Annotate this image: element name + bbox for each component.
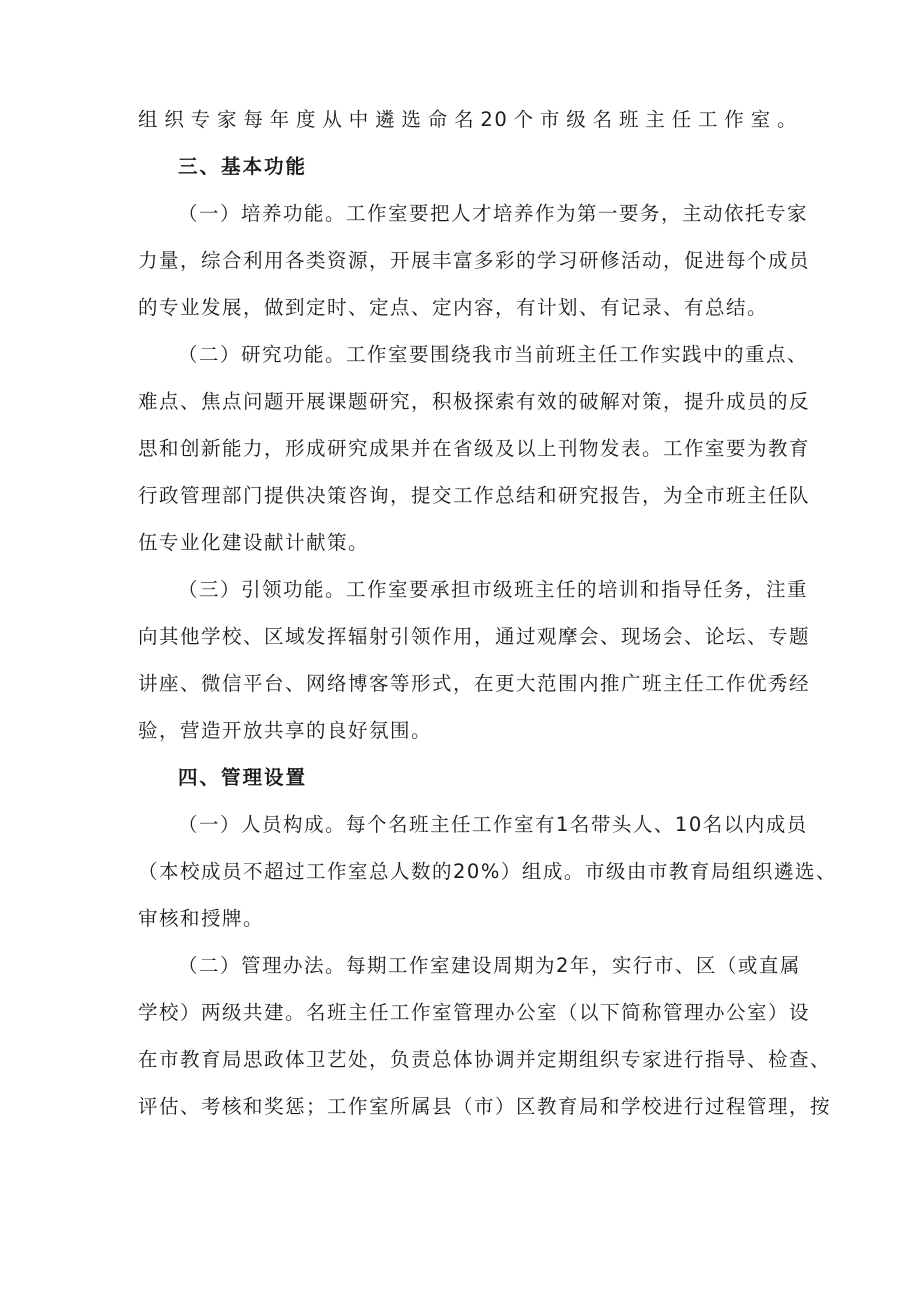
text-line: （本校成员不超过工作室总人数的20%）组成。市级由市教育局组织遴选、 bbox=[138, 860, 837, 883]
section-heading: 四、管理设置 bbox=[178, 766, 308, 789]
text-line: 在市教育局思政体卫艺处，负责总体协调并定期组织专家进行指导、检查、 bbox=[138, 1048, 832, 1071]
document-body bbox=[138, 96, 837, 1130]
text-line: 的专业发展，做到定时、定点、定内容，有计划、有记录、有总结。 bbox=[138, 296, 769, 319]
text-line: 讲座、微信平台、网络博客等形式，在更大范围内推广班主任工作优秀经 bbox=[138, 672, 811, 695]
text-line: 难点、焦点问题开展课题研究，积极探索有效的破解对策，提升成员的反 bbox=[138, 390, 811, 413]
text-line: （三）引领功能。工作室要承担市级班主任的培训和指导任务，注重 bbox=[178, 578, 809, 601]
text-line: （二）管理办法。每期工作室建设周期为2年，实行市、区（或直属 bbox=[178, 954, 801, 977]
text-line: 行政管理部门提供决策咨询，提交工作总结和研究报告，为全市班主任队 bbox=[138, 484, 811, 507]
text-line: 向其他学校、区域发挥辐射引领作用，通过观摩会、现场会、论坛、专题 bbox=[138, 625, 811, 648]
text-line: 组织专家每年度从中遴选命名20个市级名班主任工作室。 bbox=[138, 108, 798, 131]
text-line: 学校）两级共建。名班主任工作室管理办公室（以下简称管理办公室）设 bbox=[138, 1001, 811, 1024]
text-line: 审核和授牌。 bbox=[138, 907, 265, 930]
text-line: （一）培养功能。工作室要把人才培养作为第一要务，主动依托专家 bbox=[178, 202, 809, 225]
section-heading: 三、基本功能 bbox=[178, 155, 308, 178]
text-line: 思和创新能力，形成研究成果并在省级及以上刊物发表。工作室要为教育 bbox=[138, 437, 811, 460]
text-line: （一）人员构成。每个名班主任工作室有1名带头人、10名以内成员 bbox=[178, 813, 808, 836]
text-line: （二）研究功能。工作室要围绕我市当前班主任工作实践中的重点、 bbox=[178, 343, 809, 366]
text-line: 评估、考核和奖惩；工作室所属县（市）区教育局和学校进行过程管理，按 bbox=[138, 1095, 832, 1118]
text-line: 力量，综合利用各类资源，开展丰富多彩的学习研修活动，促进每个成员 bbox=[138, 249, 811, 272]
text-line: 验，营造开放共享的良好氛围。 bbox=[138, 719, 433, 742]
text-line: 伍专业化建设献计献策。 bbox=[138, 531, 370, 554]
